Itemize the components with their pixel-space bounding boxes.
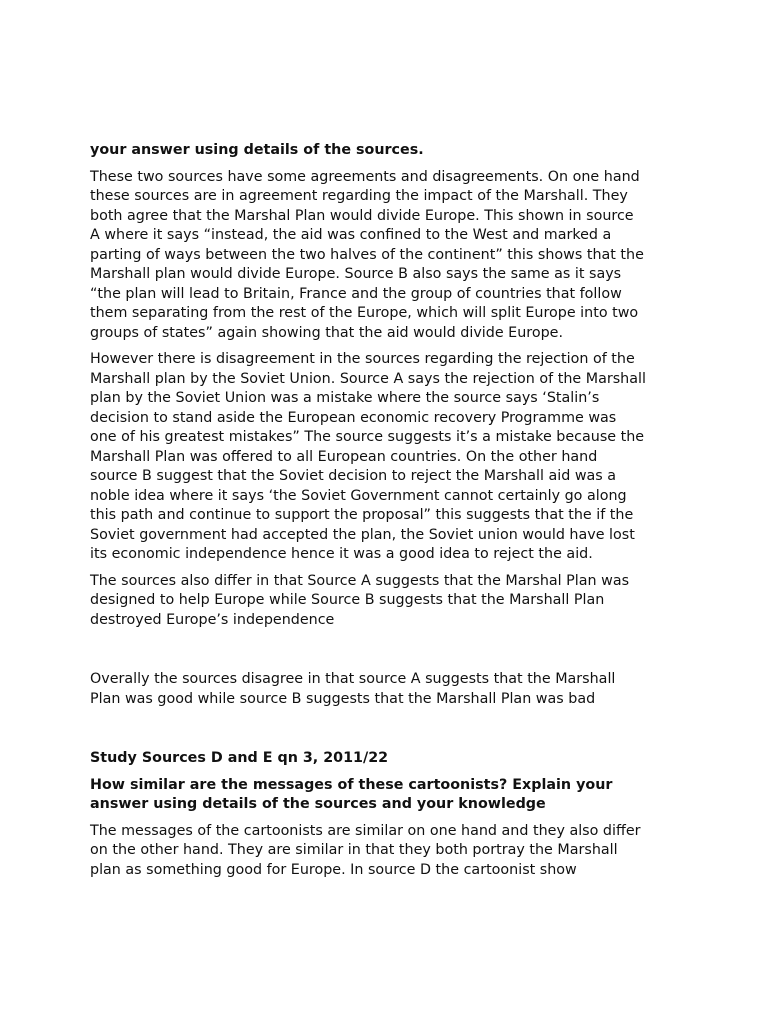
text-line: destroyed Europe’s independence (90, 611, 335, 628)
question-continuation (90, 141, 690, 161)
text-line: These two sources have some agreements and disagreements. On one hand (90, 168, 640, 185)
text-line: “the plan will lead to Britain, France and the group of countries that follow (90, 285, 622, 302)
text-line: A where it says “instead, the aid was confined to the West and marked a (90, 227, 612, 243)
answer-paragraph-agreement (90, 168, 690, 344)
text-line: Marshall plan would divide Europe. Source B also says the same as it says (90, 266, 622, 282)
text-line: these sources are in agreement regarding the impact of the Marshall. They (90, 188, 628, 204)
section-heading (90, 749, 690, 769)
text-line: parting of ways between the two halves of the continent” this shows that the (90, 246, 644, 263)
answer-paragraph-differ (90, 572, 690, 631)
text-line: source B suggest that the Soviet decision to reject the Marshall aid was a (90, 468, 617, 484)
text-line: Marshall plan by the Soviet Union. Source A says the rejection of the Marshall (90, 370, 646, 387)
text-line: plan by the Soviet Union was a mistake where the source says ‘Stalin’s (90, 390, 600, 406)
text-line: The sources also differ in that Source A suggests that the Marshal Plan was (90, 572, 630, 589)
text-line: groups of states” again showing that the aid would divide Europe. (90, 324, 563, 341)
answer-paragraph-conclusion (90, 670, 690, 709)
text-line: on the other hand. They are similar in that they both portray the Marshall (90, 842, 618, 858)
text-line: Marshall Plan was offered to all European countries. On the other hand (90, 448, 598, 465)
text-line: The messages of the cartoonists are similar on one hand and they also differ (90, 822, 641, 839)
text-line: decision to stand aside the European economic recovery Programme was (90, 409, 617, 426)
text-line: them separating from the rest of the Europe, which will split Europe into two (90, 305, 639, 321)
text-line: one of his greatest mistakes” The source suggests it’s a mistake because the (90, 429, 645, 445)
text-line: Study Sources D and E qn 3, 2011/22 (90, 750, 389, 766)
answer-paragraph-disagreement (90, 350, 690, 565)
question-heading (90, 776, 690, 815)
text-line: Overally the sources disagree in that source A suggests that the Marshall (90, 671, 616, 687)
text-line: this path and continue to support the proposal” this suggests that the if the (90, 507, 634, 523)
text-line: Soviet government had accepted the plan, the Soviet union would have lost (90, 526, 635, 543)
text-line: its economic independence hence it was a good idea to reject the aid. (90, 546, 593, 562)
text-line: However there is disagreement in the sources regarding the rejection of the (90, 351, 635, 367)
answer-paragraph-cartoonists (90, 822, 690, 881)
text-line: How similar are the messages of these cartoonists? Explain your (90, 776, 613, 793)
document-page (90, 141, 690, 880)
text-line: plan as something good for Europe. In source D the cartoonist show (90, 861, 577, 878)
text-line: both agree that the Marshal Plan would divide Europe. This shown in source (90, 207, 634, 224)
text-line: answer using details of the sources and your knowledge (90, 796, 546, 812)
text-line: your answer using details of the sources. (90, 142, 424, 158)
text-line: designed to help Europe while Source B suggests that the Marshall Plan (90, 592, 605, 608)
text-line: noble idea where it says ‘the Soviet Government cannot certainly go along (90, 487, 627, 504)
text-line: Plan was good while source B suggests that the Marshall Plan was bad (90, 690, 596, 707)
